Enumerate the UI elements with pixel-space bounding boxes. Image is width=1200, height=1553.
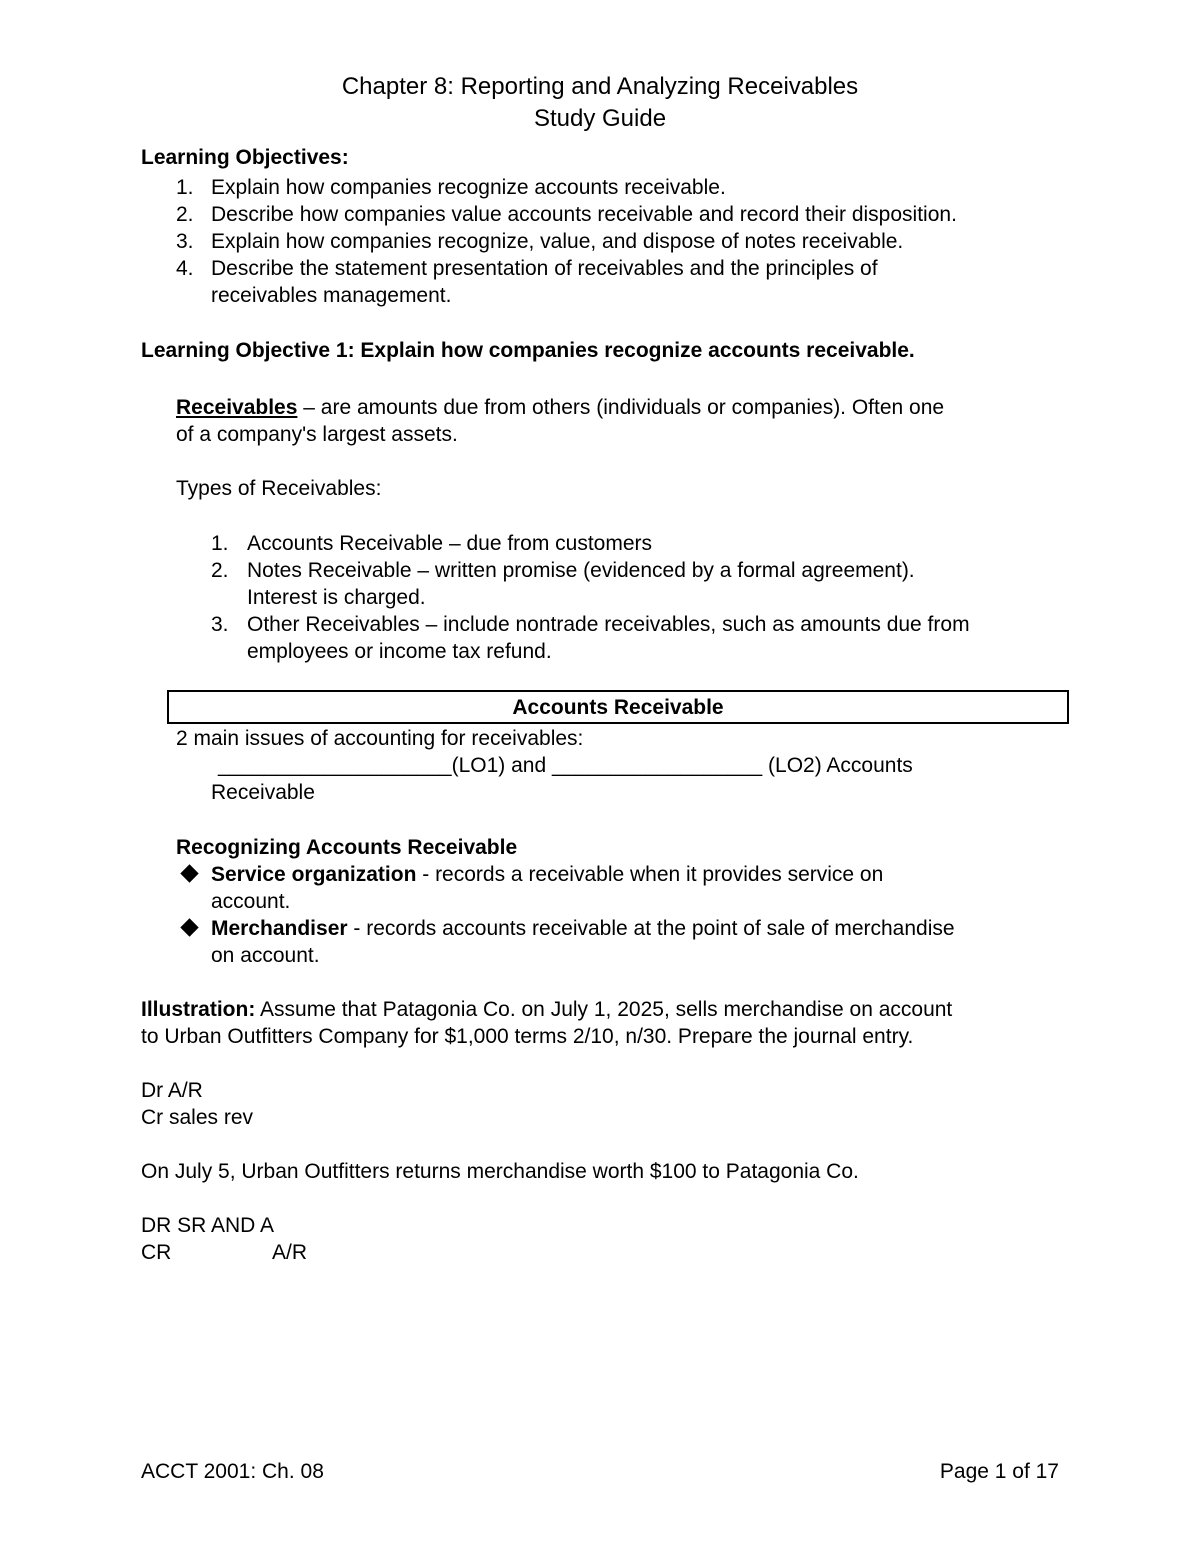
illustration-label: Illustration: xyxy=(141,998,256,1021)
type-text-cont: employees or income tax refund. xyxy=(247,640,552,663)
journal-entry2-credit-account: A/R xyxy=(272,1241,308,1264)
journal-entry-credit: Cr sales rev xyxy=(141,1106,254,1129)
objective-text-cont: receivables management. xyxy=(211,284,452,307)
receivables-def-text: – are amounts due from others (individuals or companies). Often one xyxy=(297,396,945,419)
lo1-heading: Learning Objective 1: Explain how companies recognize accounts receivable. xyxy=(141,339,915,362)
objective-number: 3. xyxy=(176,230,194,253)
diamond-bullet-icon xyxy=(180,864,198,882)
receivables-def-cont: of a company's largest assets. xyxy=(176,423,458,446)
objectives-heading: Learning Objectives: xyxy=(141,146,349,169)
return-text: On July 5, Urban Outfitters returns merchandise worth $100 to Patagonia Co. xyxy=(141,1160,859,1183)
receivables-term: Receivables xyxy=(176,396,298,419)
page-subtitle: Study Guide xyxy=(533,105,667,132)
illustration-line xyxy=(141,996,952,1023)
accounts-receivable-box: Accounts Receivable xyxy=(167,690,1069,724)
blank-field-1: ____________________ xyxy=(218,754,452,777)
page-title: Chapter 8: Reporting and Analyzing Receivables xyxy=(341,73,859,100)
footer-course: ACCT 2001: Ch. 08 xyxy=(141,1460,324,1483)
objective-text: Describe how companies value accounts receivable and record their disposition. xyxy=(211,203,957,226)
main-issues-text: 2 main issues of accounting for receivables: xyxy=(176,727,584,750)
type-number: 1. xyxy=(211,532,229,555)
blank-field-2: __________________ xyxy=(551,754,763,777)
type-text: Notes Receivable – written promise (evidenced by a formal agreement). xyxy=(247,559,915,582)
type-number: 2. xyxy=(211,559,229,582)
illustration-text-cont: to Urban Outfitters Company for $1,000 terms 2/10, n/30. Prepare the journal entry. xyxy=(141,1025,914,1048)
objective-number: 2. xyxy=(176,203,194,226)
type-number: 3. xyxy=(211,613,229,636)
journal-entry2-debit: DR SR AND A xyxy=(141,1214,275,1237)
receivables-definition xyxy=(176,394,944,421)
main-issues-blanks xyxy=(218,752,913,779)
objective-number: 1. xyxy=(176,176,194,199)
bullet-merchandiser xyxy=(211,915,955,942)
illustration-text: Assume that Patagonia Co. on July 1, 2025, sells merchandise on account xyxy=(255,998,953,1021)
bullet-term: Service organization xyxy=(211,863,417,886)
types-heading: Types of Receivables: xyxy=(176,477,382,500)
journal-entry2-credit-label: CR xyxy=(141,1241,172,1264)
objective-text: Describe the statement presentation of receivables and the principles of xyxy=(211,257,878,280)
footer-page-number: Page 1 of 17 xyxy=(939,1460,1059,1483)
journal-entry-debit: Dr A/R xyxy=(141,1079,203,1102)
objective-text: Explain how companies recognize, value, and dispose of notes receivable. xyxy=(211,230,904,253)
type-text: Other Receivables – include nontrade receivables, such as amounts due from xyxy=(247,613,970,636)
objective-text: Explain how companies recognize accounts receivable. xyxy=(211,176,726,199)
bullet-service-organization xyxy=(211,861,883,888)
bullet-term: Merchandiser xyxy=(211,917,348,940)
type-text-cont: Interest is charged. xyxy=(247,586,426,609)
recognizing-heading: Recognizing Accounts Receivable xyxy=(176,836,518,859)
bullet-text: - records accounts receivable at the point of sale of merchandise xyxy=(347,917,955,940)
bullet-text-cont: on account. xyxy=(211,944,320,967)
bullet-text-cont: account. xyxy=(211,890,291,913)
diamond-bullet-icon xyxy=(180,918,198,936)
lo2-label: (LO2) Accounts xyxy=(762,754,913,777)
type-text: Accounts Receivable – due from customers xyxy=(247,532,653,555)
main-issues-cont: Receivable xyxy=(211,781,315,804)
bullet-text: - records a receivable when it provides service on xyxy=(416,863,884,886)
lo1-label: (LO1) and xyxy=(451,754,552,777)
objective-number: 4. xyxy=(176,257,194,280)
